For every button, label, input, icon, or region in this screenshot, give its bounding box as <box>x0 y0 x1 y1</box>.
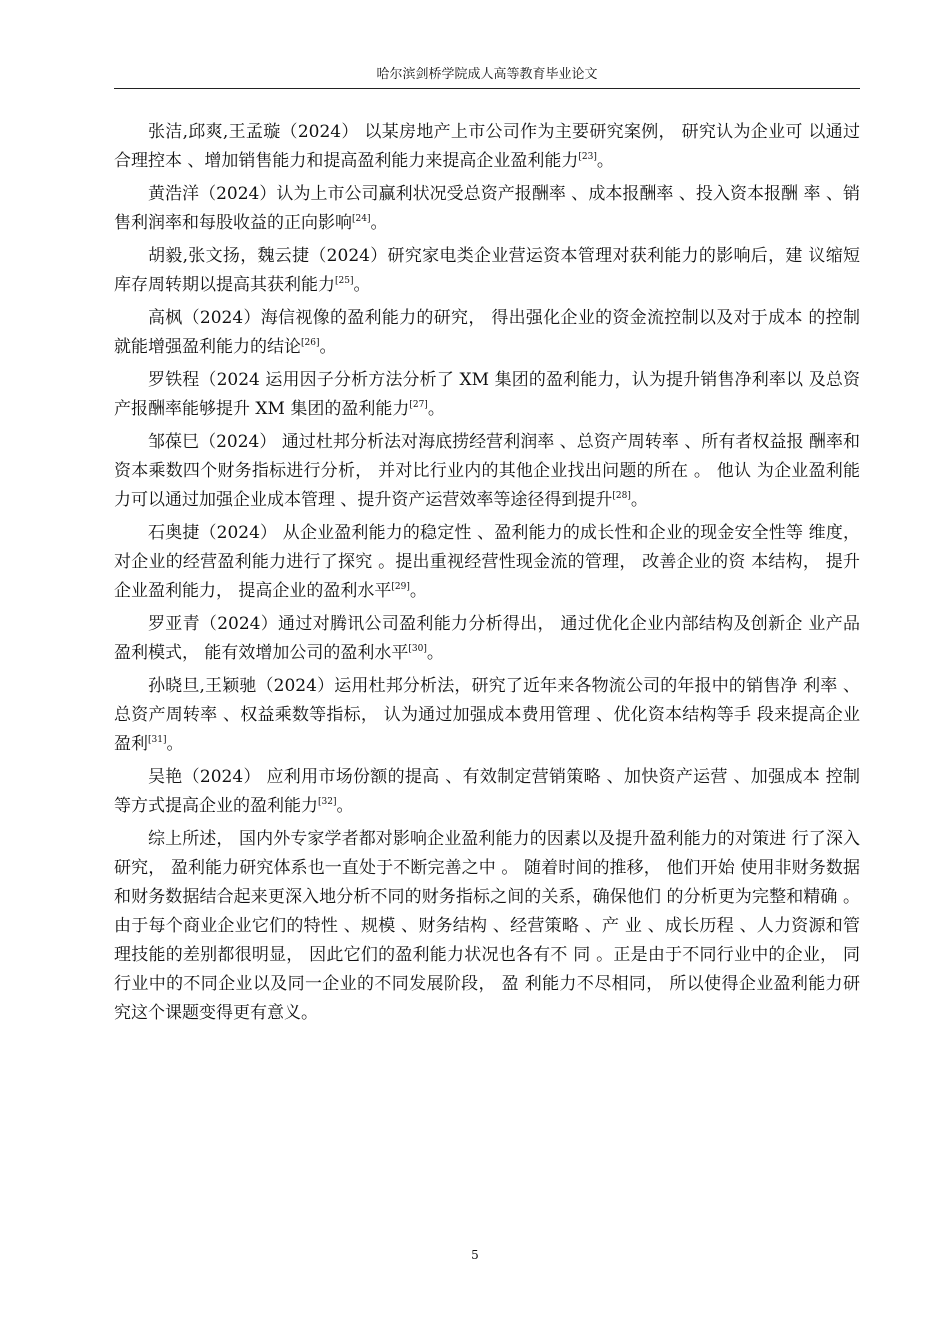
paragraph <box>114 180 860 238</box>
paragraph-text: 孙晓旦,王颖驰（2024）运用杜邦分析法，研究了近年来各物流公司的年报中的销售净 利率 、总资产周转率 、权益乘数等指标， 认为通过加强成本费用管理 、优化资本结构等手 段来提高企业盈利 <box>114 676 860 754</box>
paragraph-text: 张洁,邱爽,王孟璇（2024） 以某房地产上市公司作为主要研究案例， 研究认为企业可 以通过合理控本 、增加销售能力和提高盈利能力来提高企业盈利能力 <box>114 122 860 171</box>
paragraph <box>114 672 860 759</box>
paragraph-text: 高枫（2024）海信视像的盈利能力的研究， 得出强化企业的资金流控制以及对于成本 的控制就能增强盈利能力的结论 <box>114 308 860 357</box>
citation-ref: [28] <box>612 491 631 501</box>
paragraph-tail: 。 <box>336 796 354 816</box>
paragraph-text: 罗铁程（2024 运用因子分析方法分析了 XM 集团的盈利能力，认为提升销售净利率以 及总资产报酬率能够提升 XM 集团的盈利能力 <box>114 370 860 419</box>
citation-ref: [26] <box>301 338 320 348</box>
paragraph <box>114 519 860 606</box>
paragraph-text: 罗亚青（2024）通过对腾讯公司盈利能力分析得出， 通过优化企业内部结构及创新企 业产品盈利模式， 能有效增加公司的盈利水平 <box>114 614 860 663</box>
citation-ref: [24] <box>352 214 371 224</box>
paragraph-tail: 。 <box>427 399 445 419</box>
paragraph <box>114 428 860 515</box>
paragraph <box>114 763 860 821</box>
paragraph <box>114 825 860 1028</box>
paragraph <box>114 366 860 424</box>
paragraph-tail: 。 <box>409 581 427 601</box>
paragraph-tail: 。 <box>596 151 614 171</box>
paragraph-text: 吴艳（2024） 应利用市场份额的提高 、有效制定营销策略 、加快资产运营 、加强成本 控制等方式提高企业的盈利能力 <box>114 767 860 816</box>
paragraph-tail: 。 <box>353 275 371 295</box>
citation-ref: [25] <box>335 276 354 286</box>
paragraph-text: 邹葆巳（2024） 通过杜邦分析法对海底捞经营利润率 、总资产周转率 、所有者权益报 酬率和资本乘数四个财务指标进行分析， 并对比行业内的其他企业找出问题的所在 。 他认 为企业盈利能力可以通过加强企业成本管理 、提升资产运营效率等途径得到提升 <box>114 432 860 510</box>
paragraph <box>114 118 860 176</box>
page-number: 5 <box>471 1248 479 1262</box>
paragraph-text: 胡毅,张文扬，魏云捷（2024）研究家电类企业营运资本管理对获利能力的影响后，建 议缩短库存周转期以提高其获利能力 <box>114 246 860 295</box>
paragraph-text: 石奥捷（2024） 从企业盈利能力的稳定性 、盈利能力的成长性和企业的现金安全性等 维度， 对企业的经营盈利能力进行了探究 。提出重视经营性现金流的管理， 改善企业的资 本结构， 提升企业盈利能力， 提高企业的盈利水平 <box>114 523 860 601</box>
paragraph <box>114 610 860 668</box>
paragraph-tail: 。 <box>426 643 444 663</box>
citation-ref: [31] <box>148 735 167 745</box>
paragraph-tail: 。 <box>166 734 184 754</box>
citation-ref: [29] <box>391 582 410 592</box>
page-header-title: 哈尔滨剑桥学院成人高等教育毕业论文 <box>114 62 860 89</box>
citation-ref: [32] <box>318 797 337 807</box>
paragraph-tail: 。 <box>370 213 388 233</box>
paragraph-text: 黄浩洋（2024）认为上市公司赢利状况受总资产报酬率 、成本报酬率 、投入资本报酬 率 、销售利润率和每股收益的正向影响 <box>114 184 860 233</box>
citation-ref: [23] <box>578 152 597 162</box>
citation-ref: [30] <box>408 644 427 654</box>
body-text <box>114 118 860 1032</box>
paragraph <box>114 242 860 300</box>
paragraph-text: 综上所述， 国内外专家学者都对影响企业盈利能力的因素以及提升盈利能力的对策进 行了深入研究， 盈利能力研究体系也一直处于不断完善之中 。 随着时间的推移， 他们开始 使用非财务数据和财务数据结合起来更深入地分析不同的财务指标之间的关系，确保他们 的分析更为完整和精确 。 由于每个商业企业它们的特性 、规模 、财务结构 、经营策略 、产 业 、成长历程 、人力资源和管理技能的差别都很明显， 因此它们的盈利能力状况也各有不 同 。正是由于不同行业中的企业， 同行业中的不同企业以及同一企业的不同发展阶段， 盈 利能力不尽相同， 所以使得企业盈利能力研究这个课题变得更有意义。 <box>114 829 860 1023</box>
paragraph <box>114 304 860 362</box>
paragraph-tail: 。 <box>319 337 337 357</box>
citation-ref: [27] <box>409 400 428 410</box>
paragraph-tail: 。 <box>630 490 648 510</box>
